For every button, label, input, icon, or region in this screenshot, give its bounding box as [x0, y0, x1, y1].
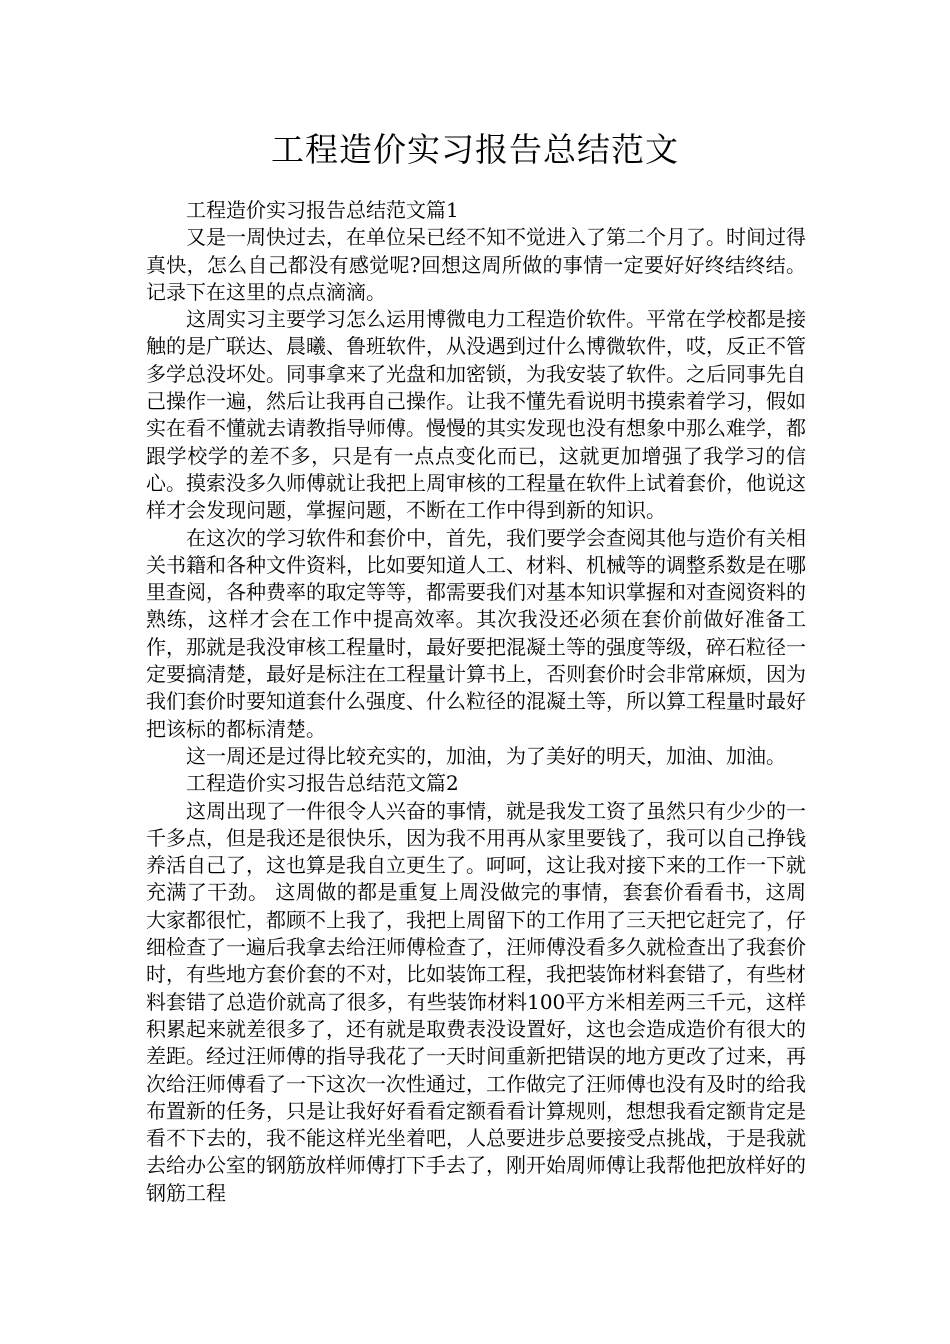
- paragraph: 又是一周快过去，在单位呆已经不知不觉进入了第二个月了。时间过得真快，怎么自己都没有感觉呢?回想这周所做的事情一定要好好终结终结。记录下在这里的点点滴滴。: [146, 225, 806, 304]
- paragraph: 这一周还是过得比较充实的，加油，为了美好的明天，加油、加油。: [186, 743, 786, 768]
- document-title: 工程造价实习报告总结范文: [271, 130, 679, 169]
- document-body: [146, 197, 806, 1207]
- section-heading-2: 工程造价实习报告总结范文篇2: [186, 771, 459, 796]
- paragraph: 在这次的学习软件和套价中，首先，我们要学会查阅其他与造价有关相关书籍和各种文件资料，比如要知道人工、材料、机械等的调整系数是在哪里查阅，各种费率的取定等等，都需要我们对基本知识掌握和对查阅资料的熟练，这样才会在工作中提高效率。其次我没还必须在套价前做好准备工作，那就是我没审核工程量时，最好要把混凝土等的强度等级，碎石粒径一定要搞清楚，最好是标注在工程量计算书上，否则套价时会非常麻烦，因为我们套价时要知道套什么强度、什么粒径的混凝土等，所以算工程量时最好把该标的都标清楚。: [146, 525, 806, 741]
- section-heading-1: 工程造价实习报告总结范文篇1: [186, 198, 459, 222]
- paragraph: 这周实习主要学习怎么运用博微电力工程造价软件。平常在学校都是接触的是广联达、晨曦、鲁班软件，从没遇到过什么博微软件，哎，反正不管多学总没坏处。同事拿来了光盘和加密锁，为我安装了软件。之后同事先自己操作一遍，然后让我再自己操作。让我不懂先看说明书摸索着学习，假如实在看不懂就去请教指导师傅。慢慢的其实发现也没有想象中那么难学，都跟学校学的差不多，只是有一点点变化而已，这就更加增强了我学习的信心。摸索没多久师傅就让我把上周审核的工程量在软件上试着套价，他说这样才会发现问题，掌握问题，不断在工作中得到新的知识。: [146, 307, 806, 523]
- paragraph: 这周出现了一件很令人兴奋的事情，就是我发工资了虽然只有少少的一千多点，但是我还是很快乐，因为我不用再从家里要钱了，我可以自己挣钱养活自己了，这也算是我自立更生了。呵呵，这让我对接下来的工作一下就充满了干劲。 这周做的都是重复上周没做完的事情，套套价看看书，这周大家都很忙，都顾不上我了，我把上周留下的工作用了三天把它赶完了，仔细检查了一遍后我拿去给汪师傅检查了，汪师傅没看多久就检查出了我套价时，有些地方套价套的不对，比如装饰工程，我把装饰材料套错了，有些材料套错了总造价就高了很多，有些装饰材料100平方米相差两三千元，这样积累起来就差很多了，还有就是取费表没设置好，这也会造成造价有很大的差距。经过汪师傅的指导我花了一天时间重新把错误的地方更改了过来，再次给汪师傅看了一下这次一次性通过，工作做完了汪师傅也没有及时的给我布置新的任务，只是让我好好看看定额看看计算规则，想想我看定额肯定是看不下去的，我不能这样光坐着吧，人总要进步总要接受点挑战，于是我就去给办公室的钢筋放样师傅打下手去了，刚开始周师傅让我帮他把放样好的钢筋工程: [146, 798, 806, 1205]
